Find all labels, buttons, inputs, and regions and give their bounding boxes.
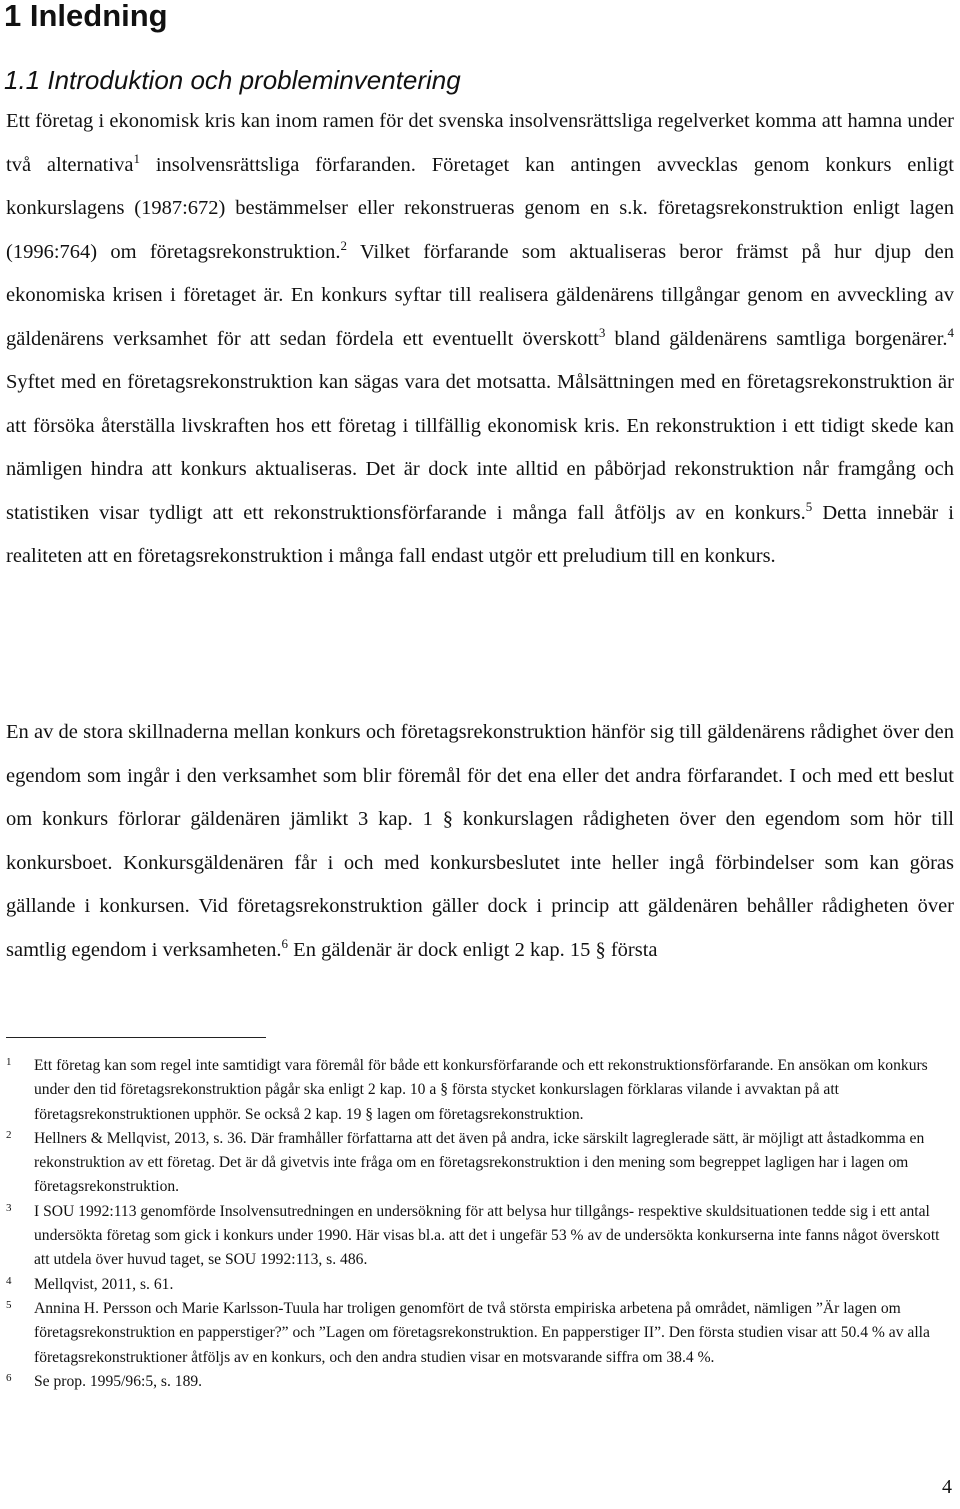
footnote-reference: 1 [133, 150, 140, 166]
footnote [6, 1297, 946, 1370]
footnote-text: Se prop. 1995/96:5, s. 189. [34, 1372, 203, 1390]
footnote [6, 1054, 946, 1127]
page-number: 4 [942, 1476, 952, 1498]
paragraph-text: Ett företag i ekonomisk kris kan inom ramen för det svenska insolvensrättsliga regelverket komma att hamna under två alternativa [6, 110, 954, 176]
footnote-separator [6, 1037, 266, 1038]
paragraph-text: En gäldenär är dock enligt 2 kap. 15 § första [288, 938, 658, 961]
footnote-number: 2 [6, 1128, 12, 1141]
footnote-number: 4 [6, 1274, 12, 1287]
section-heading: 1.1 Introduktion och probleminventering [4, 65, 461, 95]
footnote [6, 1200, 946, 1273]
footnote-reference: 6 [281, 935, 289, 951]
footnote-reference: 5 [805, 498, 813, 514]
footnote [6, 1273, 946, 1297]
footnote [6, 1127, 946, 1200]
paragraph-text: Detta innebär i realiteten att en företagsrekonstruktion i många fall endast utgör ett preludium till en konkurs. [6, 501, 954, 567]
paragraph-text: Vilket förfarande som aktualiseras beror främst på hur djup den ekonomiska krisen i företaget är. En konkurs syftar till realisera gäldenärens tillgångar genom en avveckling av gäldenärens verksamhet för att sedan fördela ett eventuellt överskott [6, 240, 954, 350]
footnote-number: 1 [6, 1056, 12, 1068]
paragraph-text: En av de stora skillnaderna mellan konkurs och företagsrekonstruktion hänför sig till gäldenärens rådighet över den egendom som ingår i den verksamhet som blir föremål för det ena eller det andra förfarandet. I och med ett beslut om konkurs förlorar gäldenären jämlikt 3 kap. 1 § konkurslagen rådigheten över den egendom som hör till konkursboet. Konkursgäldenären får i och med konkursbeslutet inte heller ingå förbindelser som kan göras gällande i konkursen. Vid företagsrekonstruktion gäller dock i princip att gäldenären behåller rådigheten över samtlig egendom i verksamheten. [6, 721, 954, 961]
footnote-number: 6 [6, 1371, 12, 1384]
footnote-reference: 4 [947, 324, 954, 340]
paragraph-text: Syftet med en företagsrekonstruktion kan sägas vara det motsatta. Målsättningen med en företagsrekonstruktion är att försöka återställa livskraften hos ett företag i tillfällig ekonomisk kris. En rekonstruktion i ett tidigt skede kan nämligen hindra att konkurs aktualiseras. Det är dock inte alltid en påbörjad rekonstruktion når framgång och statistiken visar tydligt att ett rekonstruktionsförfarande i många fall åtföljs av en konkurs. [6, 371, 954, 524]
footnote [6, 1370, 946, 1394]
footnote-number: 5 [6, 1298, 12, 1311]
footnote-text: Annina H. Persson och Marie Karlsson-Tuula har troligen genomfört de två största empiriska arbetena på området, nämligen ”Är lagen om företagsrekonstruktion en papperstiger?” och ”Lagen om företagsrekonstruktion. En papperstiger II”. Den första studien visar att 50.4 % av alla företagsrekonstruktioner åtföljs av en konkurs, och den andra studien visar en motsvarande siffra om 38.4 %. [34, 1299, 930, 1366]
body-paragraph [6, 711, 954, 972]
chapter-heading: 1 Inledning [4, 0, 168, 33]
paragraph-text: bland gäldenärens samtliga borgenärer. [605, 327, 948, 350]
paragraph-text: insolvensrättsliga förfaranden. Företaget kan antingen avvecklas genom konkurs enligt konkurslagens (1987:672) bestämmelser eller rekonstrueras genom en s.k. företagsrekonstruktion enligt lagen (1996:764) om företagsrekonstruktion. [6, 153, 954, 263]
footnote-text: Hellners & Mellqvist, 2013, s. 36. Där framhåller författarna att det även på andra, icke särskilt lagreglerade sätt, är möjligt att åstadkomma en rekonstruktion av ett företag. Det är då givetvis inte fråga om en företagsrekonstruktion i den mening som begreppet lagligen har i lagen om företagsrekonstruktion. [34, 1129, 925, 1196]
footnote-reference: 3 [598, 324, 606, 340]
footnote-text: Mellqvist, 2011, s. 61. [34, 1275, 174, 1293]
body-paragraph [6, 100, 954, 579]
footnotes [6, 1054, 946, 1394]
footnote-reference: 2 [340, 237, 348, 253]
footnote-text: Ett företag kan som regel inte samtidigt vara föremål för både ett konkursförfarande och ett rekonstruktionsförfarande. En ansökan om konkurs under den tid företagsrekonstruktion pågår ska enligt 2 kap. 10 a § första stycket konkurslagen förklaras vilande i avvaktan på att företagsrekonstruktionen upphör. Se också 2 kap. 19 § lagen om företagsrekonstruktion. [34, 1057, 928, 1123]
footnote-text: I SOU 1992:113 genomförde Insolvensutredningen en undersökning för att belysa hur tillgångs- respektive skuldsituationen tedde sig i ett antal undersökta företag som gick i konkurs under 1990. Här visas bl.a. att det i ungefär 53 % av de undersökta konkurserna inte fanns något överskott att utdela över huvud taget, se SOU 1992:113, s. 486. [34, 1202, 940, 1269]
footnote-number: 3 [6, 1201, 12, 1214]
